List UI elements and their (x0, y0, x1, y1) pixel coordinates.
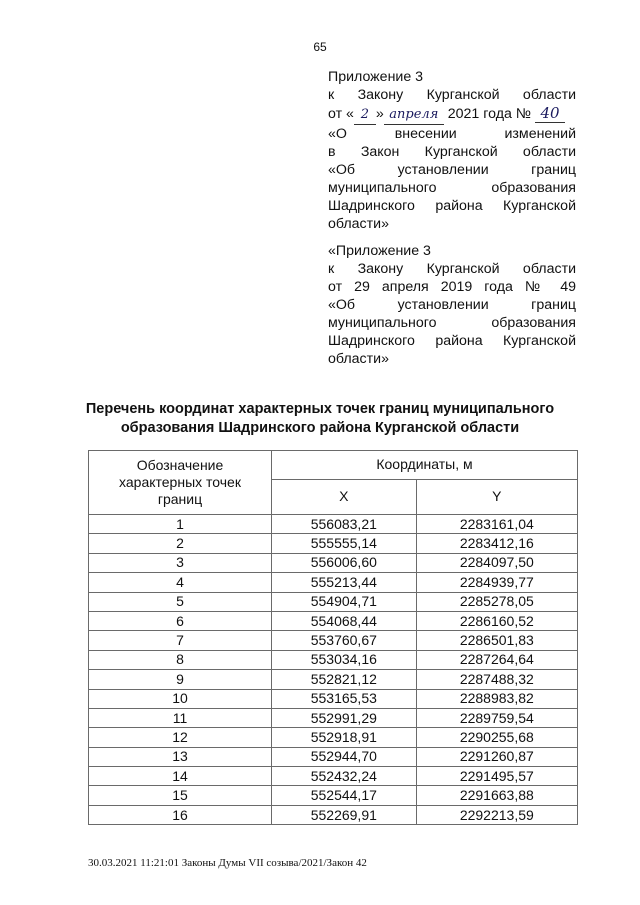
y-coordinate-cell: 2291663,88 (416, 786, 577, 805)
appendix-new-line5: в Закон Курганской области (328, 144, 576, 160)
table-row (89, 747, 578, 766)
y-coordinate-cell: 2286160,52 (416, 611, 577, 630)
appendix-new-line7: муниципального образования (328, 180, 576, 196)
appendix-new-line4: «О внесении изменений (328, 126, 576, 142)
date-suffix: 2021 года № (443, 106, 535, 122)
heading-line2: образования Шадринского района Курганской области (120, 420, 520, 436)
table-row (89, 611, 578, 630)
appendix-old-line6: Шадринского района Курганской (328, 333, 576, 349)
point-number-cell: 5 (89, 592, 272, 611)
table-row (89, 650, 578, 669)
col-x-header: X (272, 479, 417, 514)
y-coordinate-cell: 2291260,87 (416, 747, 577, 766)
table-heading (72, 400, 568, 438)
appendix-new-line1: Приложение 3 (328, 69, 424, 85)
y-coordinate-cell: 2283161,04 (416, 515, 577, 534)
point-number-cell: 12 (89, 728, 272, 747)
table-row (89, 786, 578, 805)
table-row (89, 573, 578, 592)
table-row (89, 670, 578, 689)
handwritten-law-number: 40 (535, 104, 565, 123)
appendix-old-block (328, 242, 576, 368)
point-number-cell: 14 (89, 767, 272, 786)
x-coordinate-cell: 552269,91 (272, 805, 417, 824)
y-coordinate-cell: 2286501,83 (416, 631, 577, 650)
point-number-cell: 7 (89, 631, 272, 650)
page-number: 65 (313, 40, 327, 54)
point-number-cell: 3 (89, 553, 272, 572)
x-coordinate-cell: 552944,70 (272, 747, 417, 766)
x-coordinate-cell: 555213,44 (272, 573, 417, 592)
table-row (89, 728, 578, 747)
x-coordinate-cell: 552991,29 (272, 708, 417, 727)
y-coordinate-cell: 2284097,50 (416, 553, 577, 572)
point-number-cell: 2 (89, 534, 272, 553)
x-coordinate-cell: 552432,24 (272, 767, 417, 786)
y-coordinate-cell: 2288983,82 (416, 689, 577, 708)
x-coordinate-cell: 554068,44 (272, 611, 417, 630)
appendix-old-line4: «Об установлении границ (328, 297, 576, 313)
appendix-old-line7: области» (328, 351, 389, 367)
x-coordinate-cell: 552918,91 (272, 728, 417, 747)
footer-stamp: 30.03.2021 11:21:01 Законы Думы VII созыва/2021/Закон 42 (88, 857, 367, 869)
appendix-new-block (328, 68, 576, 233)
appendix-old-line5: муниципального образования (328, 315, 576, 331)
point-number-cell: 1 (89, 515, 272, 534)
y-coordinate-cell: 2287264,64 (416, 650, 577, 669)
y-coordinate-cell: 2285278,05 (416, 592, 577, 611)
date-mid: » (375, 106, 384, 122)
appendix-new-line9: области» (328, 216, 389, 232)
y-coordinate-cell: 2284939,77 (416, 573, 577, 592)
point-number-cell: 11 (89, 708, 272, 727)
handwritten-day: 2 (354, 106, 376, 125)
appendix-new-line2: к Закону Курганской области (328, 87, 576, 103)
point-number-cell: 4 (89, 573, 272, 592)
appendix-old-line1: «Приложение 3 (328, 243, 431, 259)
y-coordinate-cell: 2290255,68 (416, 728, 577, 747)
x-coordinate-cell: 556083,21 (272, 515, 417, 534)
y-coordinate-cell: 2287488,32 (416, 670, 577, 689)
table-row (89, 592, 578, 611)
point-number-cell: 13 (89, 747, 272, 766)
x-coordinate-cell: 553165,53 (272, 689, 417, 708)
x-coordinate-cell: 553760,67 (272, 631, 417, 650)
point-number-cell: 16 (89, 805, 272, 824)
coordinates-table (88, 450, 578, 825)
point-number-cell: 6 (89, 611, 272, 630)
appendix-old-line3: от 29 апреля 2019 года № 49 (328, 279, 576, 295)
point-number-cell: 15 (89, 786, 272, 805)
handwritten-month: апреля (384, 106, 444, 125)
table-row (89, 767, 578, 786)
x-coordinate-cell: 553034,16 (272, 650, 417, 669)
point-number-cell: 10 (89, 689, 272, 708)
y-coordinate-cell: 2289759,54 (416, 708, 577, 727)
y-coordinate-cell: 2291495,57 (416, 767, 577, 786)
y-coordinate-cell: 2283412,16 (416, 534, 577, 553)
x-coordinate-cell: 555555,14 (272, 534, 417, 553)
y-coordinate-cell: 2292213,59 (416, 805, 577, 824)
col-y-header: Y (416, 479, 577, 514)
col-point-header: Обозначение характерных точек границ (89, 451, 272, 515)
x-coordinate-cell: 552821,12 (272, 670, 417, 689)
appendix-new-line6: «Об установлении границ (328, 162, 576, 178)
x-coordinate-cell: 552544,17 (272, 786, 417, 805)
x-coordinate-cell: 556006,60 (272, 553, 417, 572)
table-row (89, 708, 578, 727)
table-row (89, 631, 578, 650)
point-number-cell: 9 (89, 670, 272, 689)
table-row (89, 534, 578, 553)
appendix-new-date-line (328, 104, 576, 125)
point-number-cell: 8 (89, 650, 272, 669)
heading-line1: Перечень координат характерных точек границ муниципального (85, 401, 555, 417)
appendix-old-line2: к Закону Курганской области (328, 261, 576, 277)
col-coords-header: Координаты, м (272, 451, 578, 480)
date-prefix: от « (328, 106, 354, 122)
table-row (89, 515, 578, 534)
table-row (89, 553, 578, 572)
table-row (89, 805, 578, 824)
table-row (89, 689, 578, 708)
appendix-new-line8: Шадринского района Курганской (328, 198, 576, 214)
x-coordinate-cell: 554904,71 (272, 592, 417, 611)
